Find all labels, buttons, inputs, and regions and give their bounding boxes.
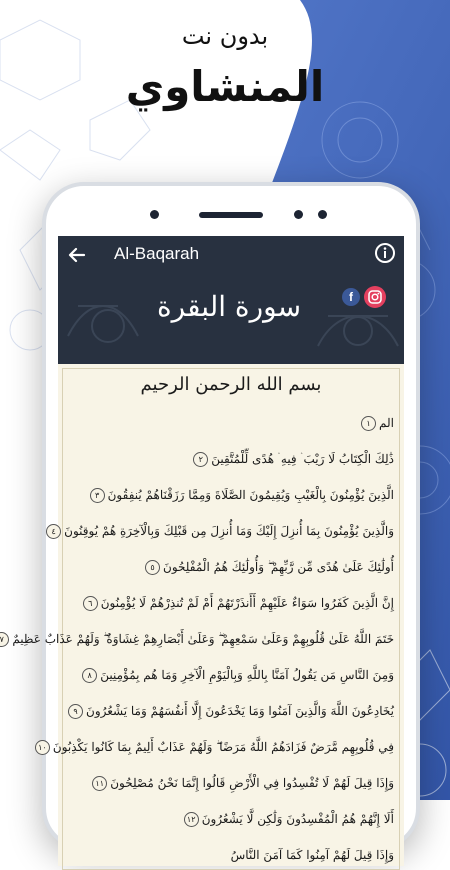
- info-icon[interactable]: [374, 242, 396, 264]
- app-header: [58, 236, 404, 364]
- sensor-dot: [318, 210, 327, 219]
- verse-number-marker: ٤: [46, 524, 61, 539]
- verse-number-marker: ٦: [83, 596, 98, 611]
- verse-line[interactable]: [68, 668, 394, 690]
- verse-text: فِي قُلُوبِهِم مَّرَضٌ فَزَادَهُمُ اللَّهُ مَرَضًا ۖ وَلَهُمْ عَذَابٌ أَلِيمٌ بِمَا كَانُوا يَكْذِبُونَ: [52, 740, 394, 754]
- app-screen: [0, 236, 404, 866]
- verse-text: وَالَّذِينَ يُؤْمِنُونَ بِمَا أُنزِلَ إِلَيْكَ وَمَا أُنزِلَ مِن قَبْلِكَ وَبِالْآخِرَةِ هُمْ يُوقِنُونَ: [64, 524, 394, 538]
- verse-text: وَإِذَا قِيلَ لَهُمْ لَا تُفْسِدُوا فِي الْأَرْضِ قَالُوا إِنَّمَا نَحْنُ مُصْلِحُونَ: [110, 776, 394, 790]
- verse-number-marker: ١: [361, 416, 376, 431]
- verse-text: وَمِنَ النَّاسِ مَن يَقُولُ آمَنَّا بِاللَّهِ وَبِالْيَوْمِ الْآخِرِ وَمَا هُم بِمُؤْمِنِينَ: [100, 668, 394, 682]
- verse-number-marker: ١٢: [184, 812, 199, 827]
- verse-text: الَّذِينَ يُؤْمِنُونَ بِالْغَيْبِ وَيُقِيمُونَ الصَّلَاةَ وَمِمَّا رَزَقْنَاهُمْ يُنفِقُونَ: [107, 488, 394, 502]
- arrow-left-icon[interactable]: [64, 242, 90, 268]
- verse-number-marker: ٩: [68, 704, 83, 719]
- quran-page[interactable]: [0, 364, 404, 866]
- verse-line[interactable]: [51, 524, 394, 546]
- verse-number-marker: ٧: [0, 632, 9, 647]
- hero-title: المنشاوي: [125, 62, 325, 111]
- verse-text: إِنَّ الَّذِينَ كَفَرُوا سَوَاءٌ عَلَيْهِمْ أَأَنذَرْتَهُمْ أَمْ لَمْ تُنذِرْهُمْ لَا يُؤْمِنُونَ: [100, 596, 394, 610]
- sensor-dot: [294, 210, 303, 219]
- verse-line[interactable]: [68, 488, 394, 510]
- verse-line[interactable]: [68, 560, 394, 582]
- verse-line[interactable]: [68, 452, 394, 474]
- verse-number-marker: ١٠: [35, 740, 50, 755]
- verse-number-marker: ٨: [82, 668, 97, 683]
- verse-text: أُولَٰئِكَ عَلَىٰ هُدًى مِّن رَّبِّهِمْ ۖ وَأُولَٰئِكَ هُمُ الْمُفْلِحُونَ: [163, 560, 394, 574]
- hero-subtitle: بدون نت: [181, 22, 269, 50]
- verse-line[interactable]: [68, 704, 394, 726]
- verse-text: أَلَا إِنَّهُمْ هُمُ الْمُفْسِدُونَ وَلَٰكِن لَّا يَشْعُرُونَ: [201, 812, 394, 826]
- verse-line[interactable]: [68, 596, 394, 618]
- verse-text: يُخَادِعُونَ اللَّهَ وَالَّذِينَ آمَنُوا وَمَا يَخْدَعُونَ إِلَّا أَنفُسَهُمْ وَمَا يَشْعُرُونَ: [86, 704, 394, 718]
- camera-dot: [150, 210, 159, 219]
- verse-text: وَإِذَا قِيلَ لَهُمْ آمِنُوا كَمَا آمَنَ النَّاسُ: [230, 848, 394, 862]
- verse-number-marker: ٣: [90, 488, 105, 503]
- verse-line[interactable]: [68, 848, 394, 870]
- verse-number-marker: ٢: [193, 452, 208, 467]
- verse-text: خَتَمَ اللَّهُ عَلَىٰ قُلُوبِهِمْ وَعَلَىٰ سَمْعِهِمْ ۖ وَعَلَىٰ أَبْصَارِهِمْ غِشَاوَةٌ ۖ وَلَهُمْ عَذَابٌ عَظِيمٌ: [12, 632, 394, 646]
- verse-line[interactable]: [68, 812, 394, 834]
- basmala: بسم الله الرحمن الرحيم: [140, 374, 322, 395]
- facebook-icon[interactable]: f: [342, 288, 360, 306]
- phone-speaker: [199, 212, 263, 218]
- verse-text: الم: [379, 416, 394, 430]
- verse-line[interactable]: [68, 416, 394, 438]
- verse-number-marker: ١١: [92, 776, 107, 791]
- surah-calligraphy: سورة البقرة: [156, 290, 302, 323]
- verse-text: ذَٰلِكَ الْكِتَابُ لَا رَيْبَ ۛ فِيهِ ۛ هُدًى لِّلْمُتَّقِينَ: [211, 452, 394, 466]
- verse-line[interactable]: [0, 632, 394, 654]
- instagram-icon[interactable]: [364, 286, 386, 308]
- phone-mockup: [0, 182, 420, 862]
- verse-line[interactable]: [38, 740, 394, 762]
- page-title: Al-Baqarah: [114, 244, 200, 263]
- verse-number-marker: ٥: [145, 560, 160, 575]
- verse-line[interactable]: [68, 776, 394, 798]
